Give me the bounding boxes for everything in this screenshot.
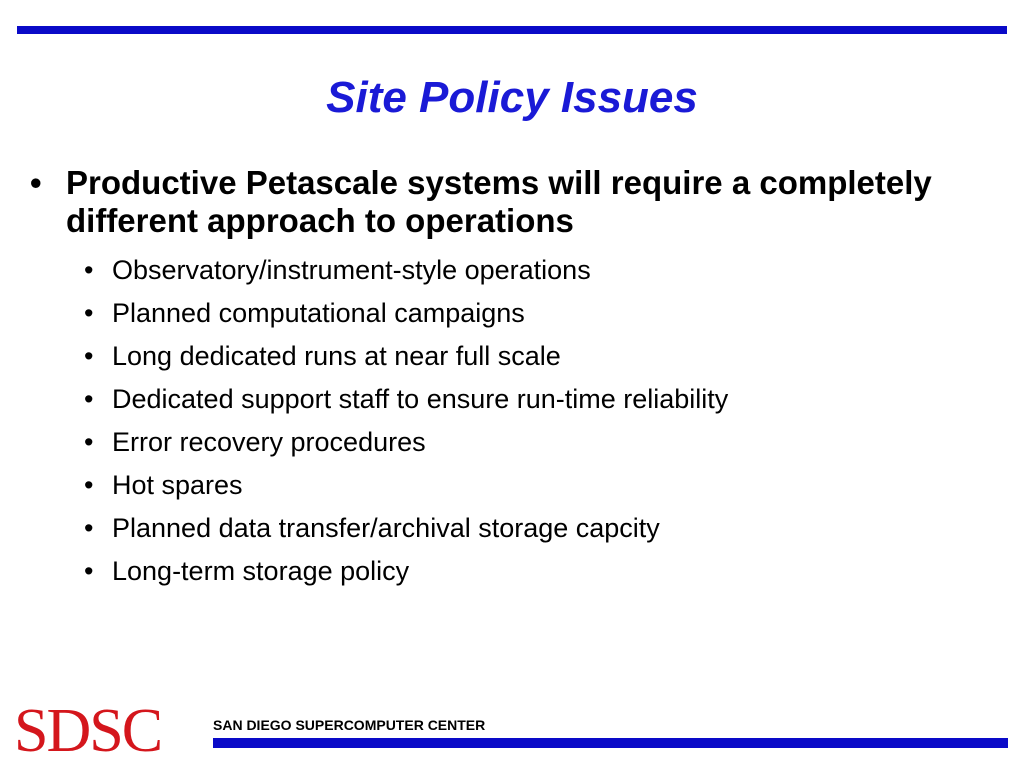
bullet-icon: •: [30, 164, 42, 201]
bullet-icon: •: [84, 341, 94, 371]
sub-bullet-item: [84, 293, 984, 336]
sub-bullet-text: Observatory/instrument-style operations: [112, 255, 591, 285]
sub-bullet-item: [84, 336, 984, 379]
bullet-icon: •: [84, 470, 94, 500]
sub-bullet-text: Long dedicated runs at near full scale: [112, 341, 561, 371]
sdsc-logo: SDSC: [14, 697, 162, 765]
footer-divider-bar: [213, 738, 1008, 748]
bullet-icon: •: [84, 255, 94, 285]
sub-bullet-item: [84, 508, 984, 551]
slide-title: Site Policy Issues: [326, 73, 698, 122]
main-bullet-text: Productive Petascale systems will require a completely different approach to operations: [66, 164, 932, 239]
bullet-icon: •: [84, 556, 94, 586]
bullet-icon: •: [84, 384, 94, 414]
sub-bullet-item: [84, 551, 984, 594]
sub-bullet-text: Planned data transfer/archival storage capcity: [112, 513, 660, 543]
sub-bullet-text: Error recovery procedures: [112, 427, 426, 457]
sub-bullet-text: Planned computational campaigns: [112, 298, 525, 328]
sub-bullet-text: Dedicated support staff to ensure run-time reliability: [112, 384, 729, 414]
sub-bullet-item: [84, 250, 984, 293]
organization-name: SAN DIEGO SUPERCOMPUTER CENTER: [213, 717, 486, 733]
top-divider-bar: [17, 26, 1007, 34]
sub-bullet-text: Long-term storage policy: [112, 556, 410, 586]
sub-bullet-item: [84, 422, 984, 465]
bullet-icon: •: [84, 298, 94, 328]
sub-bullet-text: Hot spares: [112, 470, 243, 500]
sub-bullet-item: [84, 379, 984, 422]
sub-bullet-list: [84, 250, 984, 594]
main-bullet: [30, 164, 990, 240]
sub-bullet-item: [84, 465, 984, 508]
bullet-icon: •: [84, 513, 94, 543]
bullet-icon: •: [84, 427, 94, 457]
